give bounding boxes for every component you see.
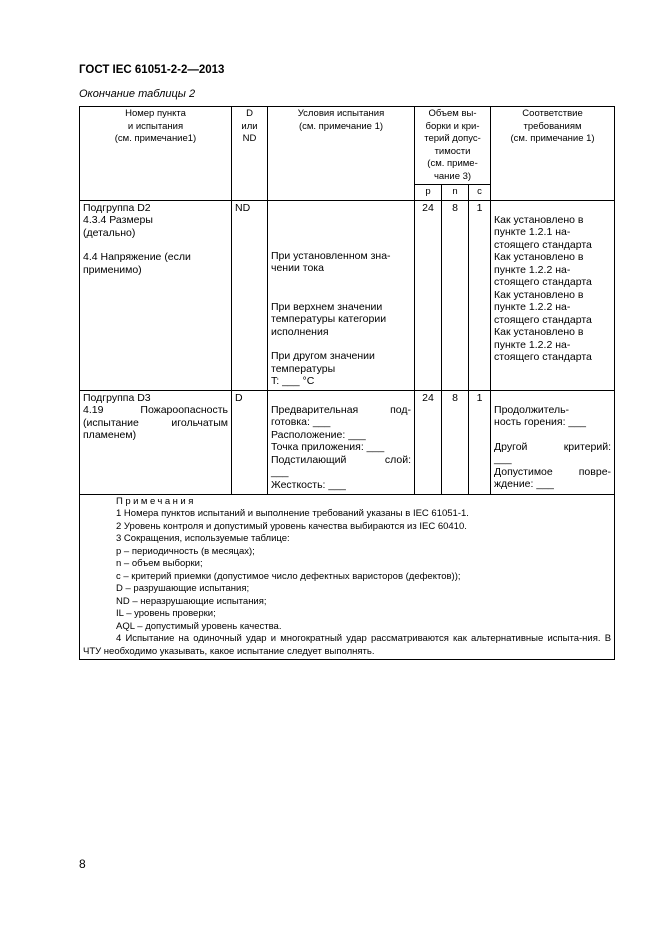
header-n: n [442,185,469,201]
note-line: 3 Сокращения, используемые таблице: [116,533,290,544]
note-4: 4 Испытание на одиночный удар и многократный удар рассматриваются как альтернативные испыта-ния. В ЧТУ необходимо указывать, какое испытание следует выполнять. [83,633,612,657]
conditions-cell: Предварительная под- готовка: ___ Расположение: ___ Точка приложения: ___ Подстилающий слой: ___ Жесткость: ___ [268,390,415,494]
n-cell: 8 [442,200,469,390]
header-dnd: D или ND [232,107,268,201]
dnd-cell: D [232,390,268,494]
notes-cell [80,494,615,660]
note-line: ND – неразрушающие испытания; [116,595,267,607]
test-table [79,106,615,660]
notes-row [80,494,615,660]
header-c: c [469,185,491,201]
header-item: Номер пункта и испытания (см. примечание1) [80,107,232,201]
header-p: p [415,185,442,201]
header-row [80,107,615,185]
note-line: 1 Номера пунктов испытаний и выполнение требований указаны в IEC 61051-1. [116,508,469,519]
c-cell: 1 [469,200,491,390]
c-cell: 1 [469,390,491,494]
note-line: 2 Уровень контроля и допустимый уровень качества выбираются из IEC 60410. [116,520,467,532]
header-sample: Объем вы- борки и кри- терий допус- тимости (см. приме- чание 3) [415,107,491,185]
notes-title: Примечания [116,495,196,507]
dnd-cell: ND [232,200,268,390]
compliance-cell: Продолжитель- ность горения: ___ Другой критерий: ___ Допустимое повре- ждение: ___ [491,390,615,494]
note-line: n – объем выборки; [116,558,203,569]
table-row-d3 [80,390,615,494]
table-caption: Окончание таблицы 2 [79,88,196,100]
p-cell: 24 [415,390,442,494]
header-compliance: Соответствие требованиям (см. примечание 1) [491,107,615,201]
document-header: ГОСТ IEC 61051-2-2—2013 [79,64,225,76]
note-line: D – разрушающие испытания; [116,583,250,594]
header-conditions: Условия испытания (см. примечание 1) [268,107,415,201]
note-line: IL – уровень проверки; [116,608,216,619]
conditions-cell: При установленном зна- чении тока При верхнем значении температуры категории исполнения При другом значении температуры T: ___ °C [268,200,415,390]
note-line: p – периодичность (в месяцах); [116,545,255,557]
note-line: c – критерий приемки (допустимое число дефектных варисторов (дефектов)); [116,570,461,582]
page-number: 8 [79,857,86,871]
p-cell: 24 [415,200,442,390]
table-row-d2 [80,200,615,390]
note-line: AQL – допустимый уровень качества. [116,620,282,632]
compliance-cell: Как установлено в пункте 1.2.1 на- стоящего стандарта Как установлено в пункте 1.2.2 на- стоящего стандарта Как установлено в пункте 1.2.2 на- стоящего стандарта Как установлено в пункте 1.2.2 на- стоящего стандарта [491,200,615,390]
item-cell: Подгруппа D2 4.3.4 Размеры (детально) 4.4 Напряжение (если применимо) [80,200,232,390]
item-cell: Подгруппа D3 4.19 Пожароопасность (испытание игольчатым пламенем) [80,390,232,494]
n-cell: 8 [442,390,469,494]
